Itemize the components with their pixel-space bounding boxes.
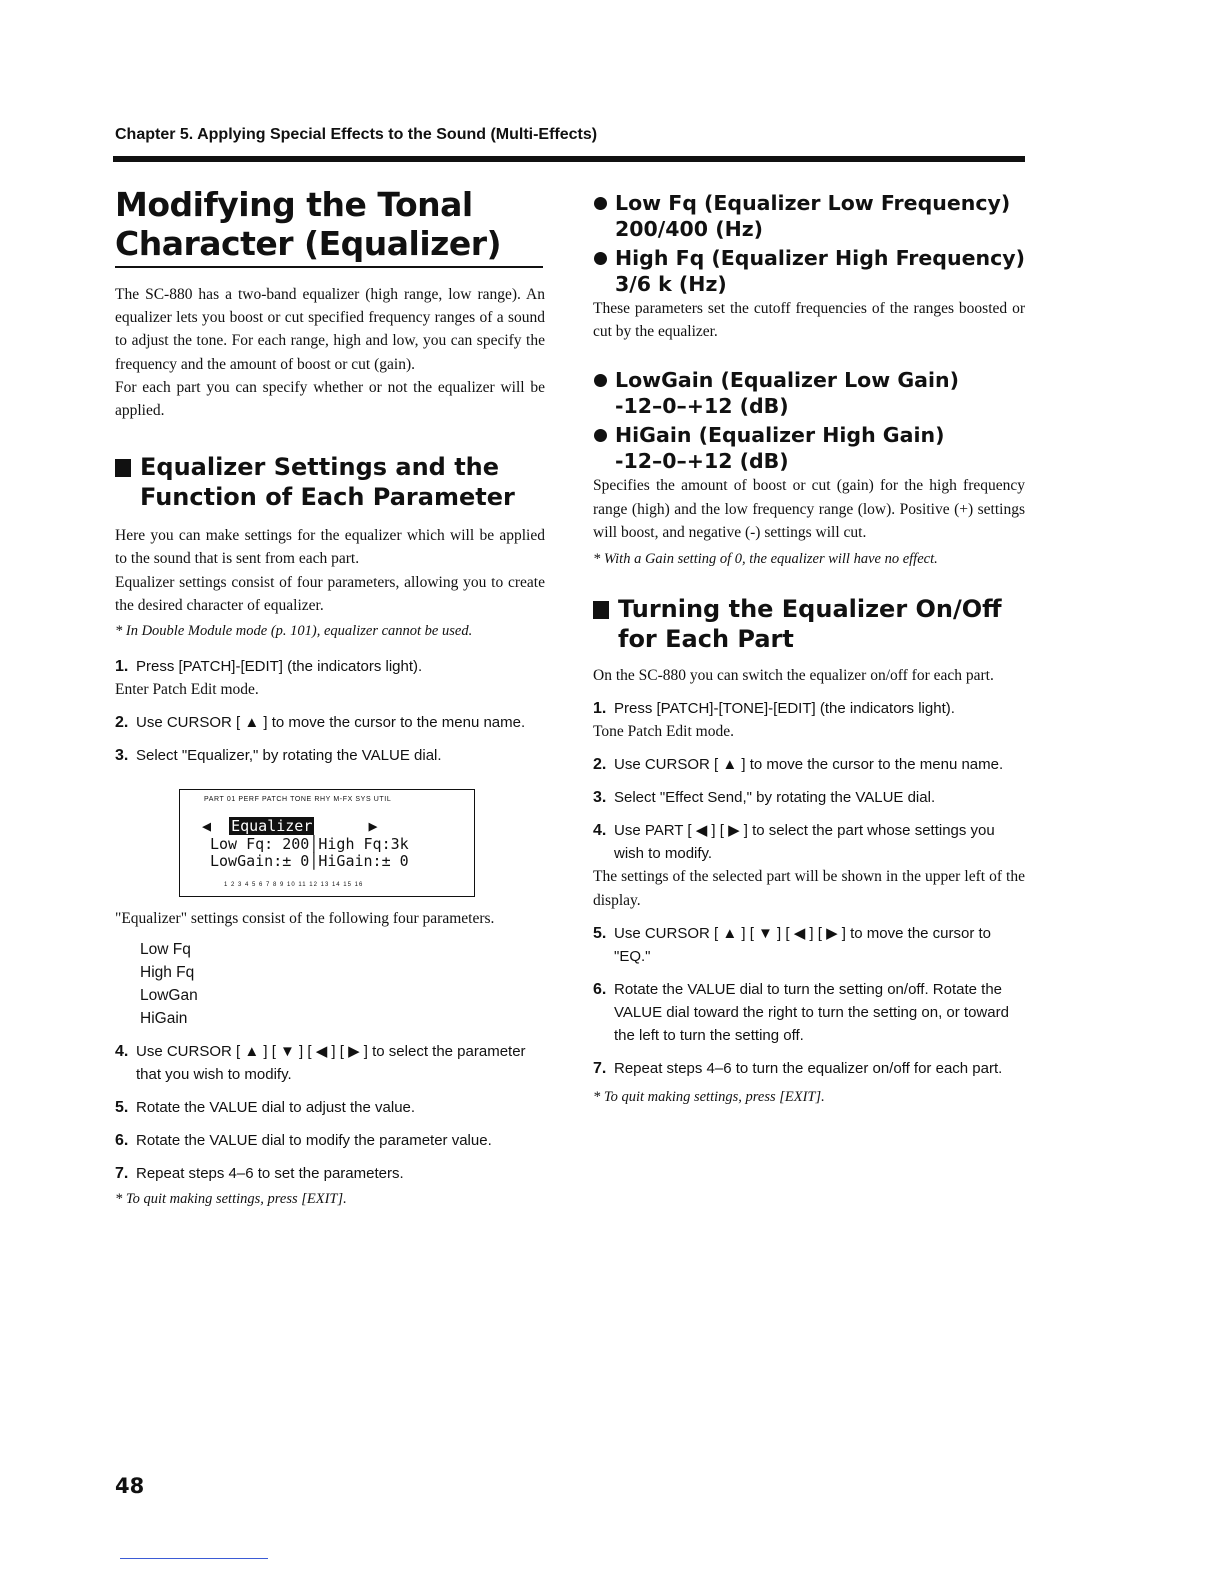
step-number: 3.	[115, 747, 129, 765]
step-4	[593, 819, 1025, 865]
bullet-icon	[594, 252, 607, 265]
step-number: 2.	[115, 714, 129, 732]
step-text: Use CURSOR [ ▲ ] [ ▼ ] [ ◀ ] [ ▶ ] to move the cursor to "EQ."	[614, 924, 992, 965]
frequency-description: These parameters set the cutoff frequencies of the ranges boosted or cut by the equalizer.	[593, 300, 1025, 341]
step-number: 3.	[593, 789, 607, 807]
parameter-list	[115, 938, 545, 1030]
param-range: 3/6 k (Hz)	[615, 272, 727, 296]
left-column	[115, 185, 545, 1210]
param-name: High Fq (Equalizer High Frequency)	[615, 246, 1025, 270]
step-7	[115, 1162, 545, 1185]
param-name: Low Fq (Equalizer Low Frequency)	[615, 191, 1011, 215]
header-rule	[113, 156, 1025, 162]
intro-paragraph-2: For each part you can specify whether or not the equalizer will be applied.	[115, 378, 545, 420]
double-module-note: * In Double Module mode (p. 101), equalizer cannot be used.	[115, 623, 473, 640]
param-heading-high-fq	[593, 245, 1025, 297]
step-3	[115, 744, 545, 767]
param-heading-low-fq	[593, 190, 1025, 242]
param-name: LowGain (Equalizer Low Gain)	[615, 368, 959, 393]
list-item: HiGain	[140, 1010, 188, 1028]
step-text: Use CURSOR [ ▲ ] to move the cursor to the menu name.	[136, 714, 526, 732]
step-text: Use CURSOR [ ▲ ] to move the cursor to the menu name.	[614, 756, 1004, 774]
step-text: Rotate the VALUE dial to modify the parameter value.	[136, 1132, 492, 1150]
lcd-high-fq: High Fq:3k	[318, 835, 409, 854]
lcd-figure	[115, 767, 545, 907]
step-text: Select "Equalizer," by rotating the VALUE dial.	[136, 747, 442, 765]
step-5	[115, 1096, 545, 1119]
param-range: -12–0–+12 (dB)	[615, 449, 789, 474]
page-title	[115, 185, 543, 268]
section-heading-equalizer-on-off	[593, 594, 1025, 654]
step-text: Press [PATCH]-[EDIT] (the indicators light).	[136, 658, 423, 676]
section-paragraph-2: Equalizer settings consist of four parameters, allowing you to create the desired character of equalizer.	[115, 573, 545, 614]
step-5	[593, 922, 1025, 968]
section-heading-line-2: Function of Each Parameter	[140, 483, 515, 512]
step-text: Use CURSOR [ ▲ ] [ ▼ ] [ ◀ ] [ ▶ ] to select the parameter that you wish to modify.	[136, 1043, 526, 1084]
lcd-part-numbers: 1 2 3 4 5 6 7 8 9 10 11 12 13 14 15 16	[224, 882, 364, 889]
step-number: 1.	[593, 700, 607, 718]
step-text: Repeat steps 4–6 to turn the equalizer on/off for each part.	[614, 1059, 1003, 1077]
step-number: 5.	[593, 924, 607, 942]
step-4-subtext: The settings of the selected part will be shown in the upper left of the display.	[593, 868, 1025, 909]
gain-description: Specifies the amount of boost or cut (gain) for the high frequency range (high) and the low frequency range (low). Positive (+) settings will boost, and negative (-) settings will cut.	[593, 477, 1025, 541]
lcd-low-gain: LowGain:± 0	[210, 852, 310, 871]
bullet-icon	[594, 429, 607, 442]
step-1-subtext: Tone Patch Edit mode.	[593, 723, 734, 741]
lcd-menu-row: ◀ Equalizer ▶	[202, 817, 378, 836]
step-6	[115, 1129, 545, 1152]
step-number: 6.	[593, 980, 607, 998]
param-range: -12–0–+12 (dB)	[615, 394, 789, 419]
square-bullet-icon	[115, 459, 131, 477]
parameters-intro: "Equalizer" settings consist of the following four parameters.	[115, 910, 495, 928]
intro-paragraph-1: The SC-880 has a two-band equalizer (high range, low range). An equalizer lets you boost or cut specified frequency ranges of a sound to adjust the tone. For each range, high and low, you can specify the frequency and the amount of boost or cut (gain).	[115, 286, 545, 373]
step-1	[593, 697, 1025, 720]
step-number: 5.	[115, 1099, 129, 1117]
bullet-icon	[594, 197, 607, 210]
list-item: Low Fq	[140, 941, 191, 959]
section-paragraph-1: Here you can make settings for the equalizer which will be applied to the sound that is sent from each part.	[115, 527, 545, 568]
step-text: Press [PATCH]-[TONE]-[EDIT] (the indicators light).	[614, 700, 955, 718]
list-item: High Fq	[140, 964, 195, 982]
page-number: 48	[115, 1474, 145, 1498]
step-number: 6.	[115, 1132, 129, 1150]
exit-note: * To quit making settings, press [EXIT].	[593, 1088, 825, 1105]
param-name: HiGain (Equalizer High Gain)	[615, 423, 945, 448]
param-heading-low-gain	[593, 367, 1025, 419]
lcd-row-1: Low Fq: 200│High Fq:3k	[210, 835, 409, 854]
chapter-header: Chapter 5. Applying Special Effects to the Sound (Multi-Effects)	[115, 126, 598, 143]
step-number: 4.	[593, 822, 607, 840]
lcd-low-fq: Low Fq: 200	[210, 835, 310, 854]
square-bullet-icon	[593, 601, 609, 619]
step-text: Use PART [ ◀ ] [ ▶ ] to select the part whose settings you wish to modify.	[614, 822, 995, 863]
lcd-mode-bar: PART 01 PERF PATCH TONE RHY M-FX SYS UTIL	[204, 796, 392, 804]
step-number: 7.	[593, 1059, 607, 1077]
section-heading-line-2: for Each Part	[618, 625, 794, 654]
step-1-subtext: Enter Patch Edit mode.	[115, 681, 259, 699]
step-text: Rotate the VALUE dial to turn the setting on/off. Rotate the VALUE dial toward the right to turn the setting on, or toward the left to turn the setting off.	[614, 980, 1009, 1044]
step-text: Rotate the VALUE dial to adjust the value.	[136, 1099, 416, 1117]
step-2	[593, 753, 1025, 776]
param-range: 200/400 (Hz)	[615, 217, 764, 241]
step-number: 7.	[115, 1165, 129, 1183]
step-4	[115, 1040, 545, 1086]
on-off-paragraph: On the SC-880 you can switch the equalizer on/off for each part.	[593, 667, 994, 685]
step-2	[115, 711, 545, 734]
step-number: 2.	[593, 756, 607, 774]
step-6	[593, 978, 1025, 1047]
step-text: Repeat steps 4–6 to set the parameters.	[136, 1165, 404, 1183]
step-1	[115, 655, 545, 678]
list-item: LowGan	[140, 987, 198, 1005]
section-heading-equalizer-settings	[115, 452, 545, 512]
step-text: Select "Effect Send," by rotating the VALUE dial.	[614, 789, 936, 807]
gain-note: * With a Gain setting of 0, the equalizer will have no effect.	[593, 551, 938, 568]
lcd-display	[179, 789, 475, 897]
step-number: 1.	[115, 658, 129, 676]
exit-note: * To quit making settings, press [EXIT].	[115, 1191, 347, 1208]
title-line-2: Character (Equalizer)	[115, 224, 502, 263]
lcd-hi-gain: HiGain:± 0	[318, 852, 409, 871]
param-heading-hi-gain	[593, 422, 1025, 474]
lcd-menu-name: Equalizer	[231, 817, 313, 836]
step-7	[593, 1057, 1025, 1080]
footer-line	[120, 1558, 268, 1559]
lcd-row-2: LowGain:± 0│HiGain:± 0	[210, 852, 409, 871]
section-heading-line-1: Equalizer Settings and the	[140, 453, 500, 482]
section-heading-line-1: Turning the Equalizer On/Off	[618, 595, 1002, 624]
step-3	[593, 786, 1025, 809]
step-number: 4.	[115, 1043, 129, 1061]
title-line-1: Modifying the Tonal	[115, 185, 473, 224]
right-column	[593, 190, 1025, 1108]
bullet-icon	[594, 374, 607, 387]
